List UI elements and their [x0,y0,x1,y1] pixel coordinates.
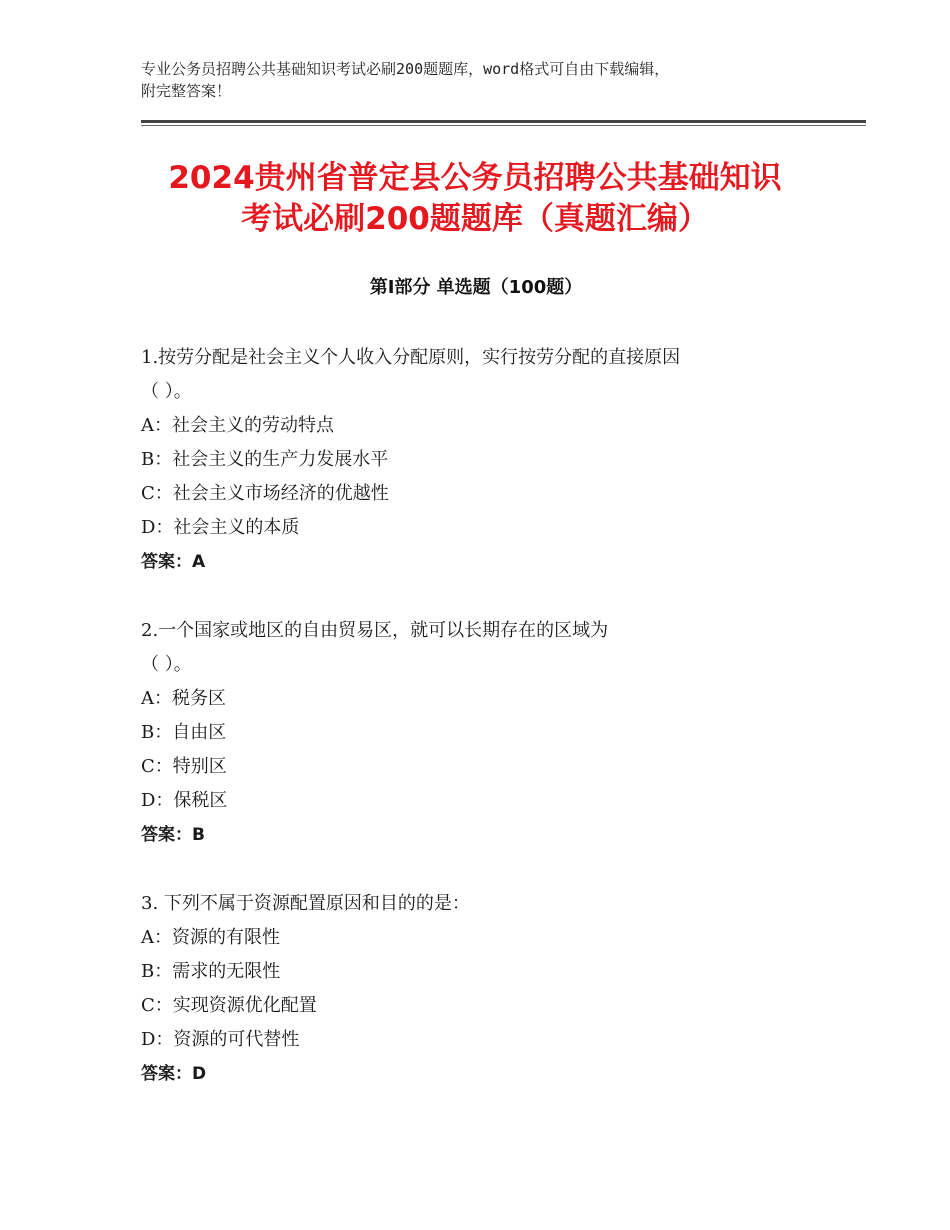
question-1-stem-line-2: （ ）。 [141,381,192,402]
header-note [141,58,841,102]
question-3-answer: 答案：D [141,1064,207,1084]
section-heading: 第Ⅰ部分 单选题（100题） [369,277,583,298]
question-1-option-c: C：社会主义市场经济的优越性 [141,483,389,504]
question-2-option-a: A：税务区 [141,688,226,709]
question-3-option-d: D：资源的可代替性 [141,1029,300,1050]
question-2-answer: 答案：B [141,825,205,845]
header-note-line-2: 附完整答案！ [141,82,232,100]
header-rule-thin [141,125,866,126]
question-1-option-d: D：社会主义的本质 [141,517,300,538]
question-2-stem-line-2: （ ）。 [141,654,192,675]
question-2 [141,614,841,852]
question-1 [141,341,841,579]
question-1-answer: 答案：A [141,552,206,572]
question-2-option-c: C：特别区 [141,756,227,777]
question-3-stem-line-1: 3. 下列不属于资源配置原因和目的的是： [141,893,470,914]
question-1-option-b: B：社会主义的生产力发展水平 [141,449,389,470]
question-3-option-b: B：需求的无限性 [141,961,281,982]
document-title-line-2: 考试必刷200题题库（真题汇编） [241,201,709,237]
question-3-option-c: C：实现资源优化配置 [141,995,317,1016]
question-2-stem-line-1: 2.一个国家或地区的自由贸易区，就可以长期存在的区域为 [141,620,609,641]
question-2-option-d: D：保税区 [141,790,228,811]
question-2-option-b: B：自由区 [141,722,227,743]
question-3 [141,887,841,1091]
header-note-line-1: 专业公务员招聘公共基础知识考试必刷200题题库，word格式可自由下载编辑， [141,60,670,78]
question-3-option-a: A：资源的有限性 [141,927,280,948]
document-title-line-1: 2024贵州省普定县公务员招聘公共基础知识 [168,160,782,196]
question-1-option-a: A：社会主义的劳动特点 [141,415,334,436]
question-1-stem-line-1: 1.按劳分配是社会主义个人收入分配原则，实行按劳分配的直接原因 [141,347,681,368]
document-title [60,158,890,240]
header-rule-thick [141,120,866,123]
